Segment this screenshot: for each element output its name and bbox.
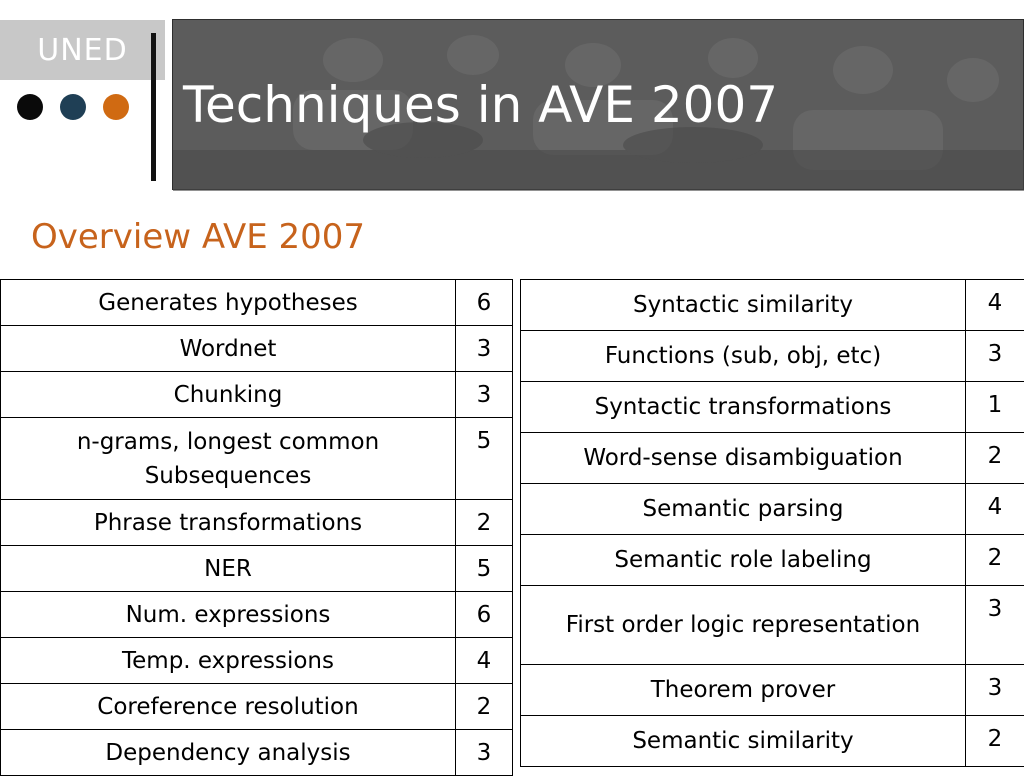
table-row [521, 586, 1024, 665]
table-row [521, 433, 1024, 484]
logo-text: UNED [0, 20, 165, 80]
technique-cell: Syntactic transformations [521, 382, 966, 433]
table-row [1, 280, 513, 326]
technique-cell: n-grams, longest common Subsequences [1, 418, 456, 500]
count-cell: 2 [966, 433, 1024, 484]
divider-line [151, 33, 156, 181]
table-row [1, 592, 513, 638]
table-row [521, 382, 1024, 433]
brand-dots [17, 94, 129, 120]
table-row [521, 331, 1024, 382]
count-cell: 3 [456, 730, 513, 776]
technique-cell: Coreference resolution [1, 684, 456, 730]
technique-cell: Semantic similarity [521, 716, 966, 767]
table-row [521, 665, 1024, 716]
count-cell: 3 [966, 331, 1024, 382]
technique-cell: Num. expressions [1, 592, 456, 638]
technique-cell: Dependency analysis [1, 730, 456, 776]
technique-cell: Semantic role labeling [521, 535, 966, 586]
logo-box [0, 20, 165, 80]
technique-cell: Temp. expressions [1, 638, 456, 684]
techniques-table-left [0, 279, 513, 776]
table-row [1, 500, 513, 546]
technique-cell: NER [1, 546, 456, 592]
table-left-body [1, 280, 513, 776]
table-row [1, 730, 513, 776]
table-row [1, 418, 513, 500]
table-row [1, 684, 513, 730]
count-cell: 3 [966, 665, 1024, 716]
count-cell: 4 [966, 280, 1024, 331]
technique-cell: Phrase transformations [1, 500, 456, 546]
table-row [1, 326, 513, 372]
technique-cell: Word-sense disambiguation [521, 433, 966, 484]
table-row [1, 372, 513, 418]
count-cell: 2 [456, 500, 513, 546]
slide-title: Techniques in AVE 2007 [183, 76, 778, 134]
dot-2 [60, 94, 86, 120]
count-cell: 4 [966, 484, 1024, 535]
table-row [1, 638, 513, 684]
technique-cell: Functions (sub, obj, etc) [521, 331, 966, 382]
dot-1 [17, 94, 43, 120]
count-cell: 2 [966, 716, 1024, 767]
count-cell: 3 [966, 586, 1024, 665]
technique-cell: First order logic representation [521, 586, 966, 665]
count-cell: 6 [456, 280, 513, 326]
techniques-table-right [520, 279, 1024, 767]
table-row [1, 546, 513, 592]
count-cell: 1 [966, 382, 1024, 433]
count-cell: 3 [456, 372, 513, 418]
count-cell: 6 [456, 592, 513, 638]
count-cell: 2 [966, 535, 1024, 586]
count-cell: 5 [456, 546, 513, 592]
count-cell: 3 [456, 326, 513, 372]
count-cell: 2 [456, 684, 513, 730]
technique-cell: Wordnet [1, 326, 456, 372]
technique-cell: Syntactic similarity [521, 280, 966, 331]
count-cell: 5 [456, 418, 513, 500]
technique-cell: Generates hypotheses [1, 280, 456, 326]
table-right-body [521, 280, 1024, 767]
table-row [521, 716, 1024, 767]
table-row [521, 484, 1024, 535]
technique-cell: Chunking [1, 372, 456, 418]
dot-3 [103, 94, 129, 120]
section-subtitle: Overview AVE 2007 [31, 217, 365, 257]
technique-cell: Theorem prover [521, 665, 966, 716]
technique-cell: Semantic parsing [521, 484, 966, 535]
count-cell: 4 [456, 638, 513, 684]
table-row [521, 280, 1024, 331]
table-row [521, 535, 1024, 586]
